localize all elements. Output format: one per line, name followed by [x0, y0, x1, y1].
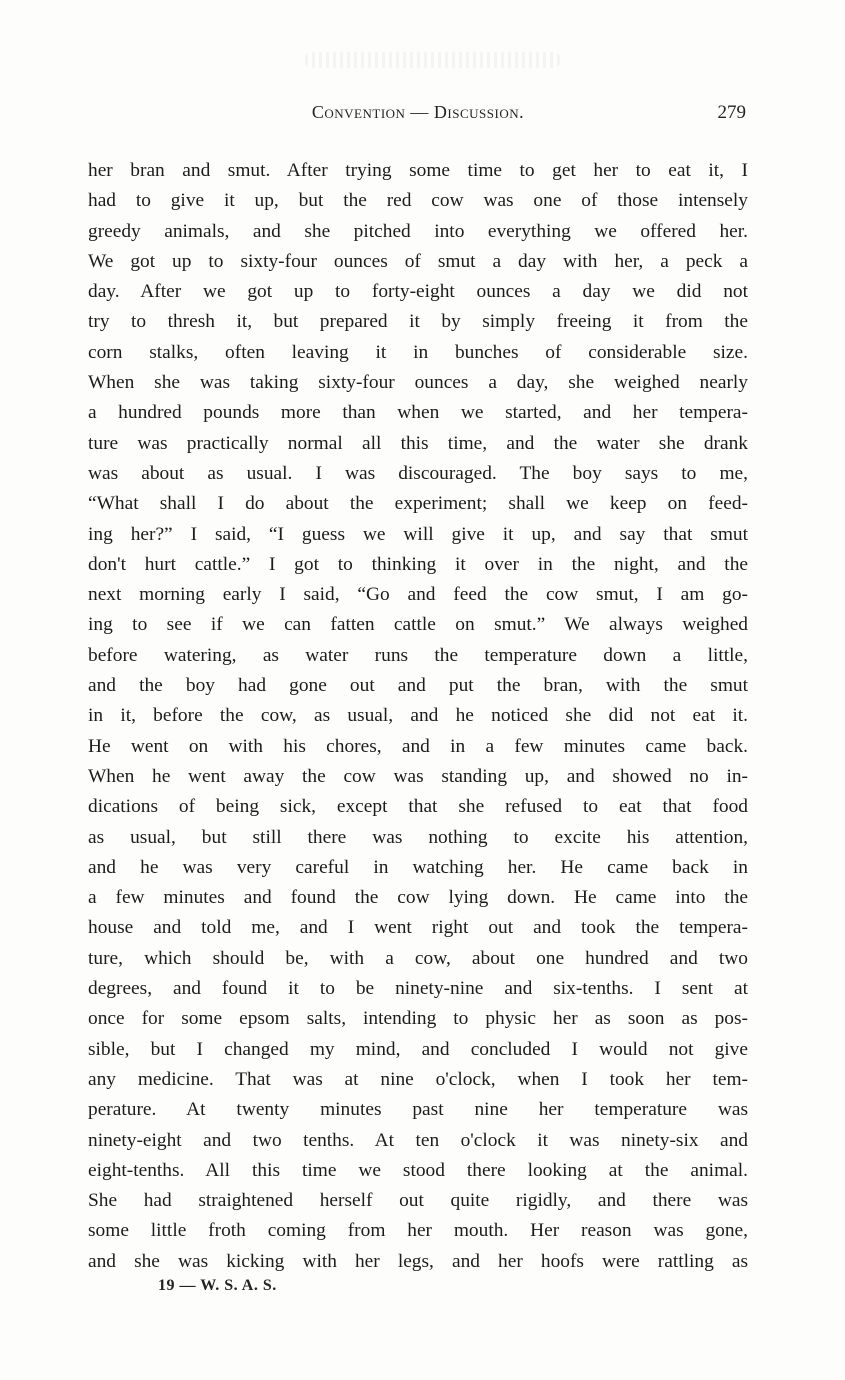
- text-line: We got up to sixty-four ounces of smut a day with her, a peck a: [88, 250, 748, 272]
- text-line: house and told me, and I went right out and took the tempera-: [88, 917, 748, 939]
- text-line: any medicine. That was at nine o'clock, when I took her tem-: [88, 1068, 748, 1090]
- page-number: 279: [717, 102, 746, 123]
- text-line: She had straightened herself out quite rigidly, and there was: [88, 1190, 748, 1212]
- text-line: don't hurt cattle.” I got to thinking it over in the night, and the: [88, 553, 748, 575]
- text-line: was about as usual. I was discouraged. The boy says to me,: [88, 462, 748, 484]
- text-line: and she was kicking with her legs, and her hoofs were rattling as: [88, 1250, 748, 1272]
- text-line: When she was taking sixty-four ounces a day, she weighed nearly: [88, 372, 748, 394]
- text-line: degrees, and found it to be ninety-nine and six-tenths. I sent at: [88, 978, 748, 1000]
- running-title: Convention — Discussion.: [311, 102, 525, 122]
- text-line: ture was practically normal all this time, and the water she drank: [88, 432, 748, 454]
- text-line: in it, before the cow, as usual, and he noticed she did not eat it.: [88, 705, 748, 727]
- text-line: ninety-eight and two tenths. At ten o'clock it was ninety-six and: [88, 1129, 748, 1151]
- text-line: next morning early I said, “Go and feed the cow smut, I am go-: [88, 584, 748, 606]
- text-line: had to give it up, but the red cow was one of those intensely: [88, 190, 748, 212]
- text-line: ture, which should be, with a cow, about one hundred and two: [88, 947, 748, 969]
- text-line: day. After we got up to forty-eight ounces a day we did not: [88, 281, 748, 303]
- text-line: some little froth coming from her mouth. Her reason was gone,: [88, 1220, 748, 1242]
- text-line: greedy animals, and she pitched into everything we offered her.: [88, 220, 748, 242]
- text-line: ing to see if we can fatten cattle on smut.” We always weighed: [88, 614, 748, 636]
- running-head: [88, 102, 748, 128]
- text-line: a hundred pounds more than when we started, and her tempera-: [88, 402, 748, 424]
- text-line: dications of being sick, except that she refused to eat that food: [88, 796, 748, 818]
- text-line: and the boy had gone out and put the bran, with the smut: [88, 675, 748, 697]
- text-line: her bran and smut. After trying some time to get her to eat it, I: [88, 160, 748, 181]
- text-line: try to thresh it, but prepared it by simply freeing it from the: [88, 311, 748, 333]
- text-line: a few minutes and found the cow lying down. He came into the: [88, 887, 748, 909]
- text-line: as usual, but still there was nothing to excite his attention,: [88, 826, 748, 848]
- text-line: sible, but I changed my mind, and concluded I would not give: [88, 1038, 748, 1060]
- text-line: “What shall I do about the experiment; shall we keep on feed-: [88, 493, 748, 515]
- text-line: He went on with his chores, and in a few minutes came back.: [88, 735, 748, 757]
- text-line: and he was very careful in watching her. He came back in: [88, 856, 748, 878]
- text-line: before watering, as water runs the temperature down a little,: [88, 644, 748, 666]
- body-text: [88, 156, 748, 1277]
- text-line: once for some epsom salts, intending to physic her as soon as pos-: [88, 1008, 748, 1030]
- text-line: eight-tenths. All this time we stood there looking at the animal.: [88, 1159, 748, 1181]
- text-line: perature. At twenty minutes past nine her temperature was: [88, 1099, 748, 1121]
- print-speckle-mark: [305, 52, 560, 68]
- text-line: ing her?” I said, “I guess we will give it up, and say that smut: [88, 523, 748, 545]
- signature-mark: 19 — W. S. A. S.: [158, 1277, 277, 1294]
- text-line: When he went away the cow was standing up, and showed no in-: [88, 765, 748, 787]
- text-line: corn stalks, often leaving it in bunches of considerable size.: [88, 341, 748, 363]
